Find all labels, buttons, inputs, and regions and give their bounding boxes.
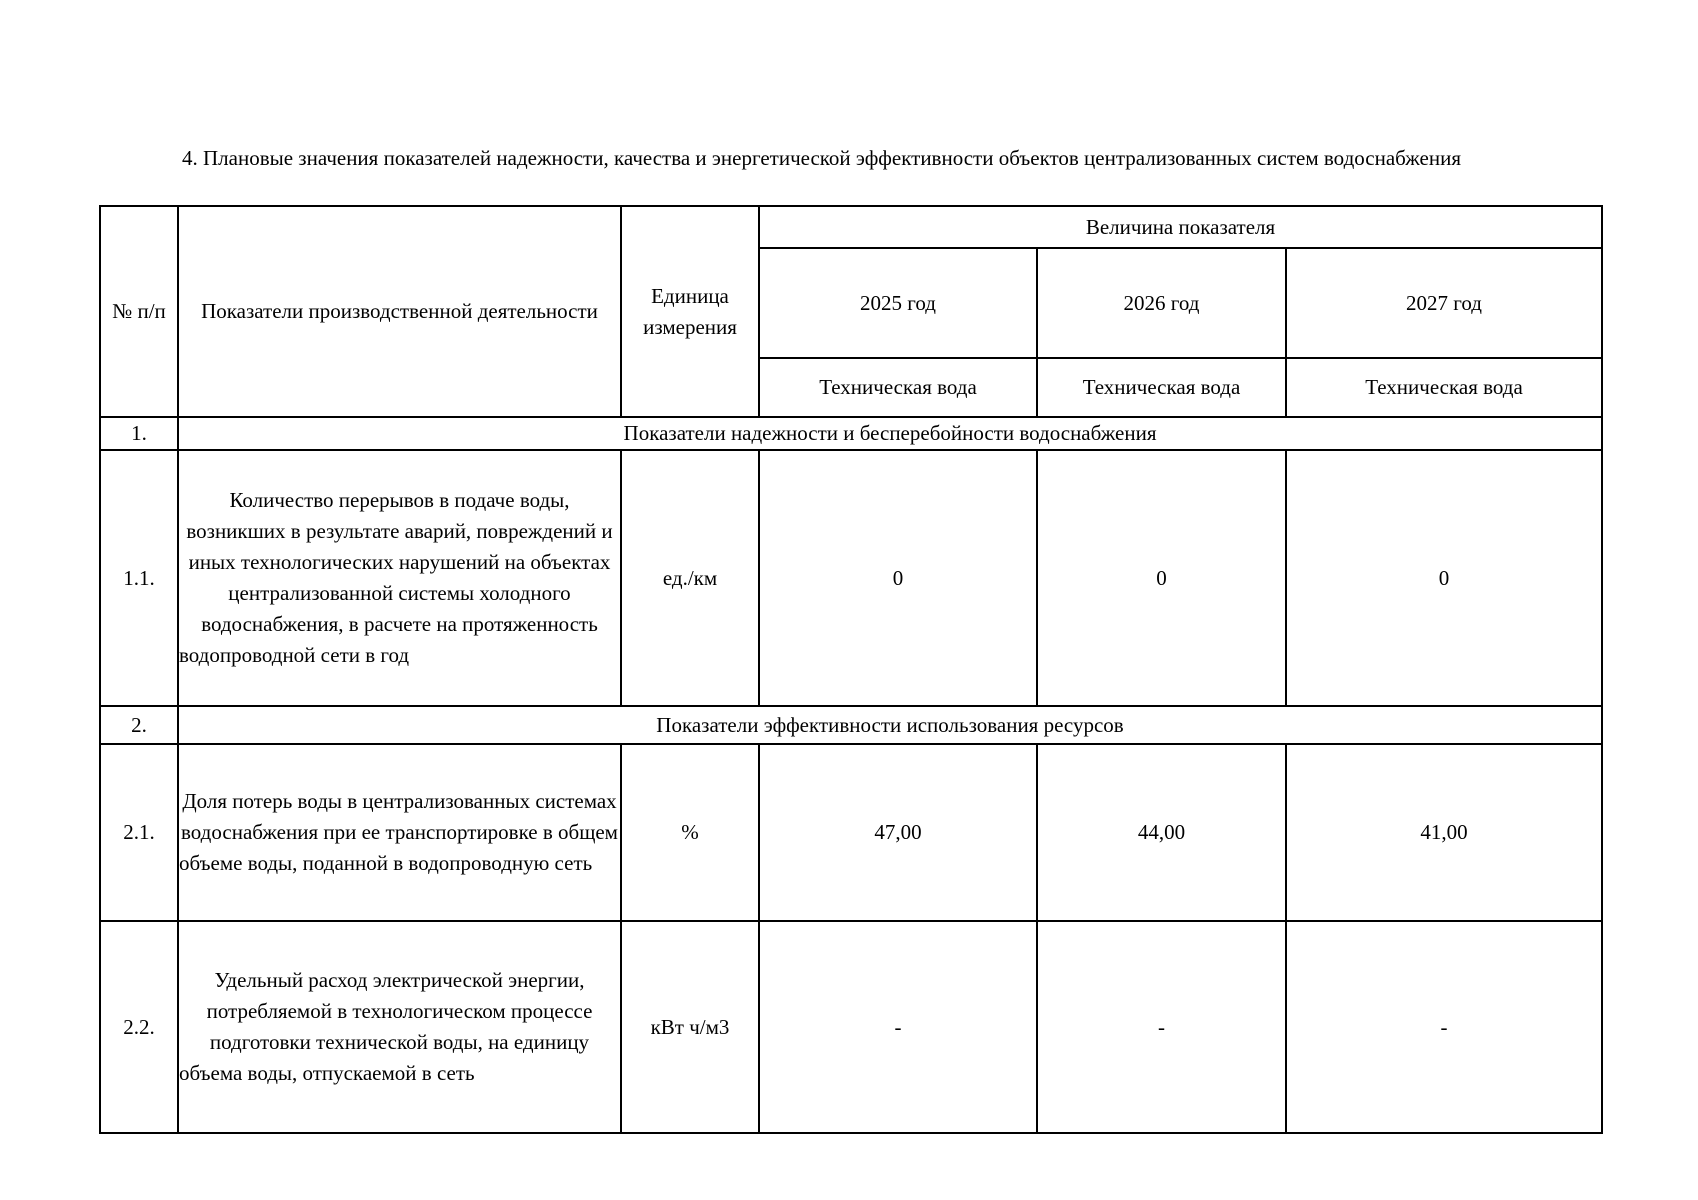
row-num: 1.1. <box>100 450 178 706</box>
row-value-2026: - <box>1037 921 1286 1133</box>
row-value-2027: 0 <box>1286 450 1602 706</box>
row-value-2027: 41,00 <box>1286 744 1602 921</box>
header-row <box>100 206 1602 248</box>
header-year: 2025 год <box>759 248 1037 358</box>
row-num: 2.1. <box>100 744 178 921</box>
row-indicator-name: Доля потерь воды в централизованных системах водоснабжения при ее транспортировке в общем объеме воды, поданной в водопроводную сеть <box>178 744 621 921</box>
table-row <box>100 921 1602 1133</box>
section-title: Показатели надежности и бесперебойности водоснабжения <box>178 417 1602 450</box>
row-value-2025: 47,00 <box>759 744 1037 921</box>
row-unit: кВт ч/м3 <box>621 921 759 1133</box>
row-value-2026: 0 <box>1037 450 1286 706</box>
row-value-2025: 0 <box>759 450 1037 706</box>
section-title: Показатели эффективности использования ресурсов <box>178 706 1602 744</box>
table-row <box>100 450 1602 706</box>
header-water-type: Техническая вода <box>1037 358 1286 417</box>
indicators-table <box>99 205 1603 1134</box>
header-water-type: Техническая вода <box>1286 358 1602 417</box>
section-row <box>100 706 1602 744</box>
row-unit: ед./км <box>621 450 759 706</box>
row-value-2027: - <box>1286 921 1602 1133</box>
row-value-2025: - <box>759 921 1037 1133</box>
header-value-group: Величина показателя <box>759 206 1602 248</box>
row-indicator-name: Удельный расход электрической энергии, потребляемой в технологическом процессе подготовки технической воды, на единицу объема воды, отпускаемой в сеть <box>178 921 621 1133</box>
header-year: 2027 год <box>1286 248 1602 358</box>
section-num: 2. <box>100 706 178 744</box>
header-indicator-name: Показатели производственной деятельности <box>178 206 621 417</box>
row-value-2026: 44,00 <box>1037 744 1286 921</box>
section-row <box>100 417 1602 450</box>
row-num: 2.2. <box>100 921 178 1133</box>
row-unit: % <box>621 744 759 921</box>
header-year: 2026 год <box>1037 248 1286 358</box>
header-water-type: Техническая вода <box>759 358 1037 417</box>
table-row <box>100 744 1602 921</box>
table-heading: 4. Плановые значения показателей надежности, качества и энергетической эффективности объектов централизованных систем водоснабжения <box>182 146 1462 170</box>
header-num: № п/п <box>100 206 178 417</box>
row-indicator-name: Количество перерывов в подаче воды, возникших в результате аварий, повреждений и иных технологических нарушений на объектах централизованной системы холодного водоснабжения, в расчете на протяженность водопроводной сети в год <box>178 450 621 706</box>
section-num: 1. <box>100 417 178 450</box>
header-unit: Единица измерения <box>621 206 759 417</box>
